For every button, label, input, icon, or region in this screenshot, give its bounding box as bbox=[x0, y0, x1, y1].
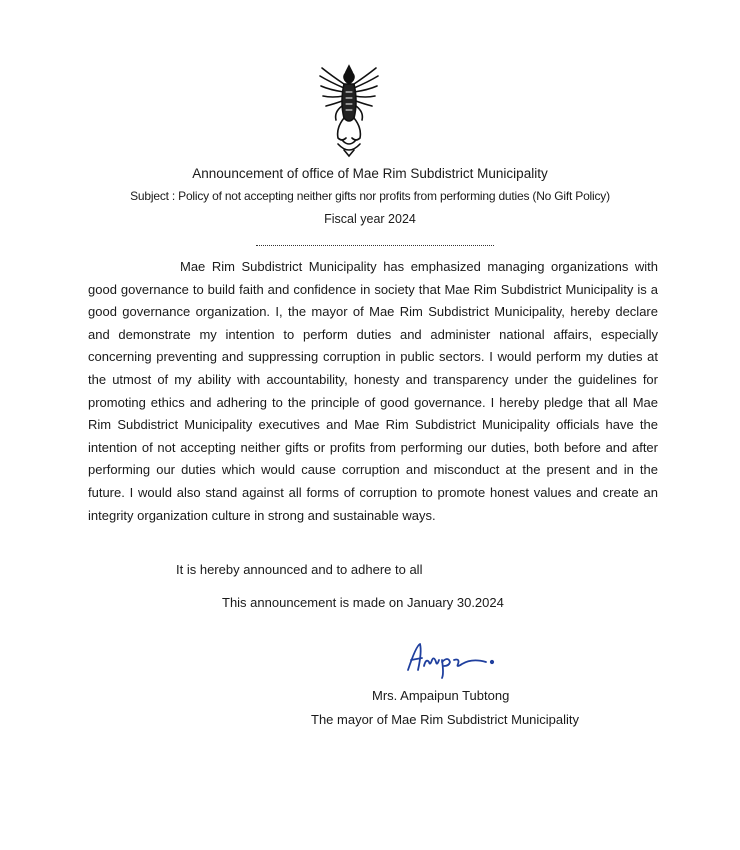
garuda-emblem-icon bbox=[318, 62, 380, 158]
handwritten-signature-icon bbox=[402, 640, 502, 680]
fiscal-year: Fiscal year 2024 bbox=[324, 212, 416, 226]
announcement-subject: Subject : Policy of not accepting neither gifts nor profits from performing duties (No Gift Policy) bbox=[130, 189, 610, 203]
announcement-body: Mae Rim Subdistrict Municipality has emphasized managing organizations with good governance to build faith and confidence in society that Mae Rim Subdistrict Municipality is a good governance organization. I, the mayor of Mae Rim Subdistrict Municipality, hereby declare and demonstrate my intention to perform duties and administer national affairs, especially concerning preventing and suppressing corruption in public sectors. I would perform my duties at the utmost of my ability with accountability, honesty and transparency under the guidelines for promoting ethics and adhering to the principle of good governance. I hereby pledge that all Mae Rim Subdistrict Municipality executives and Mae Rim Subdistrict Municipality officials have the intention of not accepting neither gifts or profits from performing our duties, both before and after performing our duties which would cause corruption and misconduct at the present and in the future. I would also stand against all forms of corruption to promote honest values and create an integrity organization culture in strong and sustainable ways. bbox=[88, 259, 658, 523]
announced-line: It is hereby announced and to adhere to all bbox=[176, 562, 423, 577]
dotted-divider bbox=[256, 245, 494, 246]
signer-title: The mayor of Mae Rim Subdistrict Municipality bbox=[311, 712, 580, 727]
date-line: This announcement is made on January 30.2024 bbox=[222, 595, 504, 610]
signer-name: Mrs. Ampaipun Tubtong bbox=[372, 688, 510, 703]
announcement-title: Announcement of office of Mae Rim Subdistrict Municipality bbox=[192, 166, 548, 181]
